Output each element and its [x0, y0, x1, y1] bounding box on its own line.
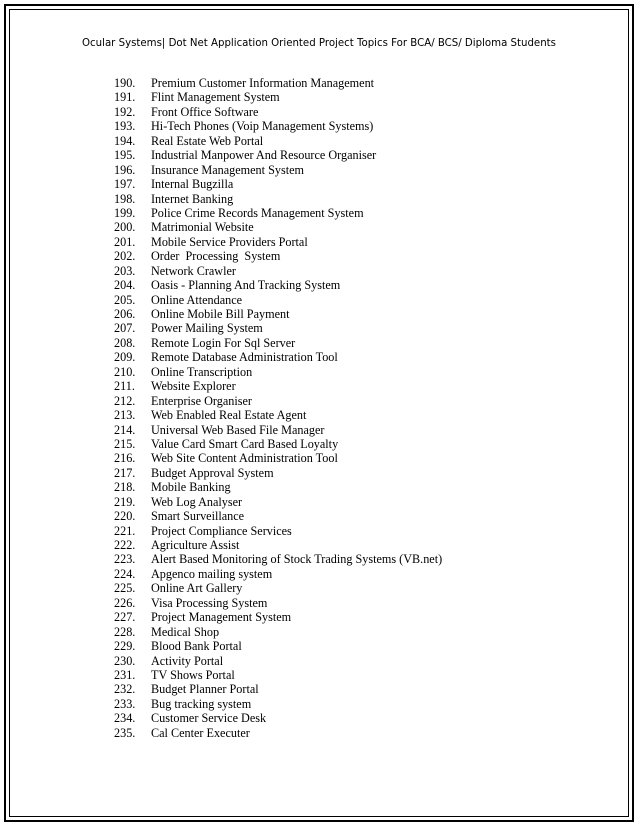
item-title: Remote Database Administration Tool: [151, 350, 338, 365]
item-title: TV Shows Portal: [151, 667, 235, 682]
list-item: [114, 134, 442, 148]
list-item: [114, 350, 442, 364]
list-item: [114, 408, 442, 422]
item-number: 228.: [114, 624, 136, 639]
item-title: Remote Login For Sql Server: [151, 335, 296, 350]
item-number: 216.: [114, 451, 136, 466]
item-title: Internet Banking: [151, 191, 234, 206]
list-item: [114, 76, 442, 90]
list-item: [114, 466, 442, 480]
list-item: [114, 509, 442, 523]
list-item: [114, 552, 442, 566]
list-item: [114, 451, 442, 465]
item-number: 203.: [114, 263, 136, 278]
item-number: 209.: [114, 350, 136, 365]
list-item: [114, 668, 442, 682]
item-title: Web Enabled Real Estate Agent: [151, 408, 307, 423]
list-item: [114, 379, 442, 393]
item-number: 195.: [114, 148, 136, 163]
item-title: Budget Planner Portal: [151, 682, 259, 697]
item-title: Online Transcription: [151, 364, 253, 379]
item-number: 222.: [114, 538, 136, 552]
item-number: 223.: [114, 552, 136, 567]
list-item: [114, 192, 442, 206]
item-number: 191.: [114, 90, 136, 105]
item-title: Network Crawler: [151, 263, 236, 278]
list-item: [114, 249, 442, 263]
list-item: [114, 437, 442, 451]
item-number: 198.: [114, 191, 136, 206]
list-item: [114, 581, 442, 595]
item-title: Project Compliance Services: [151, 523, 292, 538]
item-number: 234.: [114, 711, 136, 726]
item-title: Smart Surveillance: [151, 509, 245, 524]
page-header: Ocular Systems| Dot Net Application Oriented Project Topics For BCA/ BCS/ Diploma Students: [82, 38, 556, 49]
item-title: Real Estate Web Portal: [151, 133, 264, 148]
list-item: [114, 235, 442, 249]
list-item: [114, 336, 442, 350]
item-number: 225.: [114, 581, 136, 596]
item-number: 202.: [114, 249, 136, 264]
item-number: 221.: [114, 523, 136, 538]
list-item: [114, 148, 442, 162]
item-number: 217.: [114, 465, 136, 480]
item-number: 207.: [114, 321, 136, 336]
item-title: Mobile Service Providers Portal: [151, 234, 308, 249]
item-number: 200.: [114, 220, 136, 235]
item-number: 211.: [114, 379, 135, 394]
list-item: [114, 610, 442, 624]
item-number: 224.: [114, 566, 136, 581]
item-title: Agriculture Assist: [151, 538, 240, 552]
item-title: Online Art Gallery: [151, 581, 243, 596]
project-topic-list: [114, 76, 442, 740]
item-title: Insurance Management System: [151, 162, 304, 177]
list-item: [114, 682, 442, 696]
item-title: Matrimonial Website: [151, 220, 254, 235]
item-number: 218.: [114, 480, 136, 495]
item-number: 220.: [114, 509, 136, 524]
list-item: [114, 90, 442, 104]
item-number: 233.: [114, 696, 136, 711]
item-title: Blood Bank Portal: [151, 639, 242, 654]
list-item: [114, 625, 442, 639]
list-item: [114, 697, 442, 711]
list-item: [114, 163, 442, 177]
list-item: [114, 206, 442, 220]
item-title: Oasis - Planning And Tracking System: [151, 278, 341, 293]
item-title: Universal Web Based File Manager: [151, 422, 325, 437]
item-number: 213.: [114, 408, 136, 423]
item-number: 206.: [114, 307, 136, 321]
list-item: [114, 105, 442, 119]
item-title: Medical Shop: [151, 624, 220, 639]
list-item: [114, 321, 442, 335]
item-number: 226.: [114, 595, 136, 610]
list-item: [114, 278, 442, 292]
item-title: Industrial Manpower And Resource Organiser: [151, 148, 377, 163]
item-number: 199.: [114, 205, 136, 220]
list-item: [114, 596, 442, 610]
item-title: Online Attendance: [151, 292, 243, 307]
item-number: 235.: [114, 725, 136, 740]
item-title: Web Log Analyser: [151, 494, 243, 509]
item-number: 197.: [114, 177, 136, 192]
item-number: 230.: [114, 653, 136, 668]
item-title: Flint Management System: [151, 90, 280, 105]
item-title: Front Office Software: [151, 104, 259, 119]
item-title: Web Site Content Administration Tool: [151, 451, 338, 466]
list-item: [114, 654, 442, 668]
item-title: Apgenco mailing system: [151, 566, 273, 581]
item-title: Enterprise Organiser: [151, 393, 252, 408]
list-item: [114, 264, 442, 278]
item-title: Project Management System: [151, 610, 292, 625]
item-number: 214.: [114, 422, 136, 437]
list-item: [114, 567, 442, 581]
item-title: Mobile Banking: [151, 480, 231, 495]
item-title: Premium Customer Information Management: [151, 76, 375, 90]
list-item: [114, 220, 442, 234]
item-number: 194.: [114, 133, 136, 148]
item-title: Website Explorer: [151, 379, 236, 394]
list-item: [114, 711, 442, 725]
item-number: 192.: [114, 104, 136, 119]
item-number: 208.: [114, 335, 136, 350]
item-title: Alert Based Monitoring of Stock Trading Systems (VB.net): [151, 552, 443, 567]
item-title: Online Mobile Bill Payment: [151, 307, 290, 321]
item-title: Internal Bugzilla: [151, 177, 234, 192]
item-title: Value Card Smart Card Based Loyalty: [151, 436, 339, 451]
item-number: 229.: [114, 639, 136, 654]
item-title: Cal Center Executer: [151, 725, 250, 740]
list-item: [114, 293, 442, 307]
list-item: [114, 639, 442, 653]
item-title: Police Crime Records Management System: [151, 205, 364, 220]
item-number: 196.: [114, 162, 136, 177]
item-number: 193.: [114, 119, 136, 134]
list-item: [114, 119, 442, 133]
item-number: 227.: [114, 610, 136, 625]
list-item: [114, 365, 442, 379]
item-title: Activity Portal: [151, 653, 224, 668]
list-item: [114, 538, 442, 552]
item-number: 219.: [114, 494, 136, 509]
list-item: [114, 423, 442, 437]
item-title: Hi-Tech Phones (Voip Management Systems): [151, 119, 374, 134]
item-number: 210.: [114, 364, 136, 379]
item-title: Order Processing System: [151, 249, 281, 264]
list-item: [114, 177, 442, 191]
item-number: 190.: [114, 76, 136, 90]
item-number: 231.: [114, 667, 136, 682]
list-item: [114, 480, 442, 494]
item-number: 232.: [114, 682, 136, 697]
item-title: Bug tracking system: [151, 696, 252, 711]
item-title: Customer Service Desk: [151, 711, 267, 726]
item-number: 215.: [114, 436, 136, 451]
item-title: Power Mailing System: [151, 321, 263, 336]
item-number: 212.: [114, 393, 136, 408]
item-number: 204.: [114, 278, 136, 293]
item-title: Budget Approval System: [151, 465, 274, 480]
item-title: Visa Processing System: [151, 595, 268, 610]
list-item: [114, 394, 442, 408]
item-number: 205.: [114, 292, 136, 307]
list-item: [114, 495, 442, 509]
list-item: [114, 307, 442, 321]
item-number: 201.: [114, 234, 136, 249]
list-item: [114, 726, 442, 740]
list-item: [114, 524, 442, 538]
